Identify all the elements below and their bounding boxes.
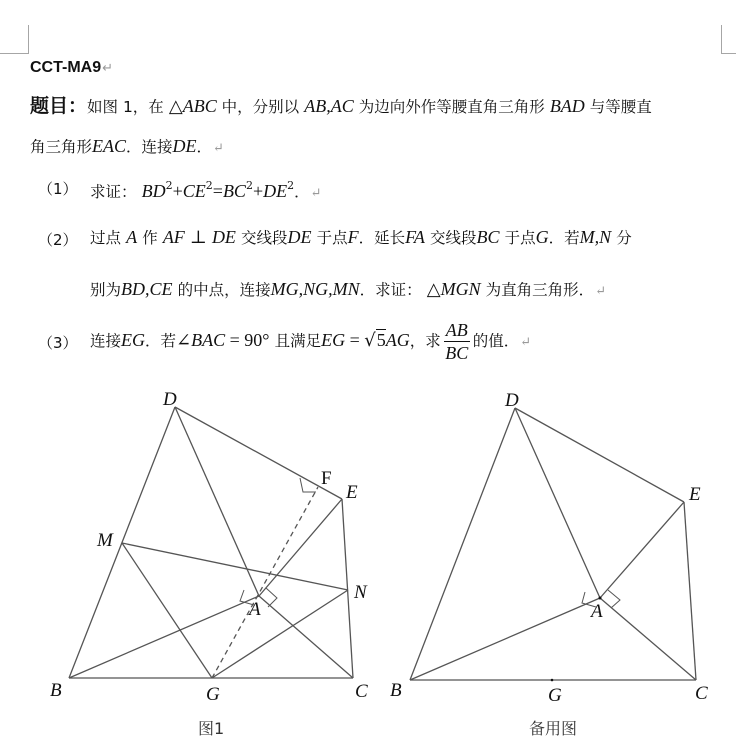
- label-e: E: [689, 484, 701, 505]
- math-fa: FA: [405, 227, 425, 247]
- fraction-ab-over-bc: [444, 319, 470, 364]
- page-corner-mark-right: [721, 25, 736, 54]
- text: 的值．: [472, 332, 520, 350]
- math-de: DE: [287, 227, 312, 247]
- text: 于点: [316, 229, 348, 247]
- text: 别为: [90, 281, 122, 299]
- problem-code: [30, 58, 113, 78]
- math-bc: BC: [476, 227, 500, 247]
- math-eac: EAC: [92, 136, 127, 156]
- sqrt-value: 5: [376, 330, 386, 350]
- title-label: 题目：: [30, 95, 88, 117]
- equals: =: [212, 181, 223, 201]
- triangle-symbol: △: [426, 279, 441, 299]
- math-bad: BAD: [549, 96, 585, 116]
- paragraph-mark-icon: ↵: [310, 186, 322, 201]
- paragraph-mark-icon: ↵: [520, 335, 532, 350]
- label-a: A: [249, 599, 261, 620]
- math-bd: BD: [141, 181, 166, 201]
- problem-code-text: CCT-MA9: [30, 59, 102, 76]
- label-c: C: [695, 683, 708, 704]
- math-m-n: M,N: [579, 227, 612, 247]
- math-af: AF: [162, 227, 185, 247]
- text: ．求证：: [359, 281, 422, 299]
- problem-statement-line-1: [30, 96, 652, 117]
- text: 求证：: [90, 183, 137, 201]
- text: ，求: [409, 332, 441, 350]
- math-abc: ABC: [182, 96, 217, 116]
- paragraph-mark-icon: ↵: [213, 141, 224, 156]
- text: 中，分别以: [216, 98, 300, 116]
- text: 的中点，连接: [177, 281, 271, 299]
- label-c: C: [355, 681, 368, 702]
- fraction-denominator: BC: [445, 343, 469, 363]
- question-2-line-1: [90, 227, 632, 248]
- math-ce: CE: [182, 181, 206, 201]
- label-g: G: [206, 684, 220, 705]
- label-b: B: [50, 680, 62, 701]
- math-eg: EG: [321, 330, 346, 350]
- label-n: N: [354, 582, 367, 603]
- figure-spare-diagram: [380, 380, 736, 710]
- math-ab-ac: AB,AC: [304, 96, 354, 116]
- text: ．: [196, 138, 213, 156]
- label-a: A: [591, 601, 603, 622]
- page-corner-mark-left: [0, 25, 29, 54]
- exponent: 2: [287, 179, 295, 192]
- text: 于点: [504, 229, 536, 247]
- text: 作: [142, 229, 158, 247]
- question-1: [90, 176, 322, 204]
- problem-statement-line-2: [30, 136, 224, 159]
- math-eg: EG: [121, 330, 146, 350]
- equals: =: [345, 330, 365, 350]
- plus: +: [172, 181, 183, 201]
- figure-1-caption: 图1: [198, 719, 225, 738]
- text: ．: [294, 183, 310, 201]
- text: 角三角形: [30, 138, 93, 156]
- text: 如图 1，在: [87, 98, 164, 116]
- question-3-number: （3）: [38, 334, 78, 352]
- label-f: F: [321, 468, 332, 489]
- math-ag: AG: [385, 330, 410, 350]
- math-mg-ng-mn: MG,NG,MN: [270, 279, 360, 299]
- math-mgn: MGN: [440, 279, 481, 299]
- text: 与等腰直: [584, 98, 652, 116]
- question-1-number: （1）: [38, 180, 78, 198]
- question-3: [90, 318, 531, 365]
- question-2-number: （2）: [38, 231, 78, 249]
- math-de: DE: [172, 136, 197, 156]
- text: ．若: [145, 332, 177, 350]
- text: ．若: [548, 229, 580, 247]
- text: 过点: [90, 229, 122, 247]
- figure-1-diagram: [0, 380, 380, 710]
- math-g: G: [535, 227, 549, 247]
- text: 分: [616, 229, 632, 247]
- paragraph-mark-icon: ↵: [102, 60, 114, 75]
- fraction-numerator: AB: [445, 320, 468, 340]
- figure-spare: [380, 380, 736, 714]
- label-g: G: [548, 685, 562, 706]
- figure-spare-caption: 备用图: [529, 719, 578, 738]
- math-bc: BC: [222, 181, 246, 201]
- math-de: DE: [263, 181, 288, 201]
- perpendicular-symbol: ⊥: [189, 227, 207, 247]
- sqrt-icon: √: [364, 330, 376, 351]
- text: 为直角三角形．: [485, 281, 595, 299]
- text: 连接: [90, 332, 122, 350]
- math-de: DE: [211, 227, 236, 247]
- math-a: A: [126, 227, 138, 247]
- text: ．延长: [358, 229, 406, 247]
- math-bd-ce: BD,CE: [121, 279, 173, 299]
- label-b: B: [390, 680, 402, 701]
- exponent: 2: [245, 179, 253, 192]
- figure-1: [0, 380, 380, 714]
- label-e: E: [346, 482, 358, 503]
- text: 为边向外作等腰直角三角形: [353, 98, 545, 116]
- exponent: 2: [165, 179, 173, 192]
- text: 交线段: [241, 229, 288, 247]
- math-90-degrees: = 90°: [225, 330, 270, 350]
- math-angle-bac: ∠BAC: [176, 330, 226, 350]
- label-m: M: [97, 530, 113, 551]
- question-2-line-2: [90, 279, 606, 302]
- plus: +: [252, 181, 264, 201]
- text: ．连接: [126, 138, 173, 156]
- label-d: D: [163, 389, 177, 410]
- text: 且满足: [274, 332, 322, 350]
- exponent: 2: [205, 179, 213, 192]
- text: 交线段: [429, 229, 477, 247]
- math-f: F: [347, 227, 359, 247]
- triangle-symbol: △: [168, 96, 183, 116]
- label-d: D: [505, 390, 519, 411]
- paragraph-mark-icon: ↵: [595, 284, 607, 299]
